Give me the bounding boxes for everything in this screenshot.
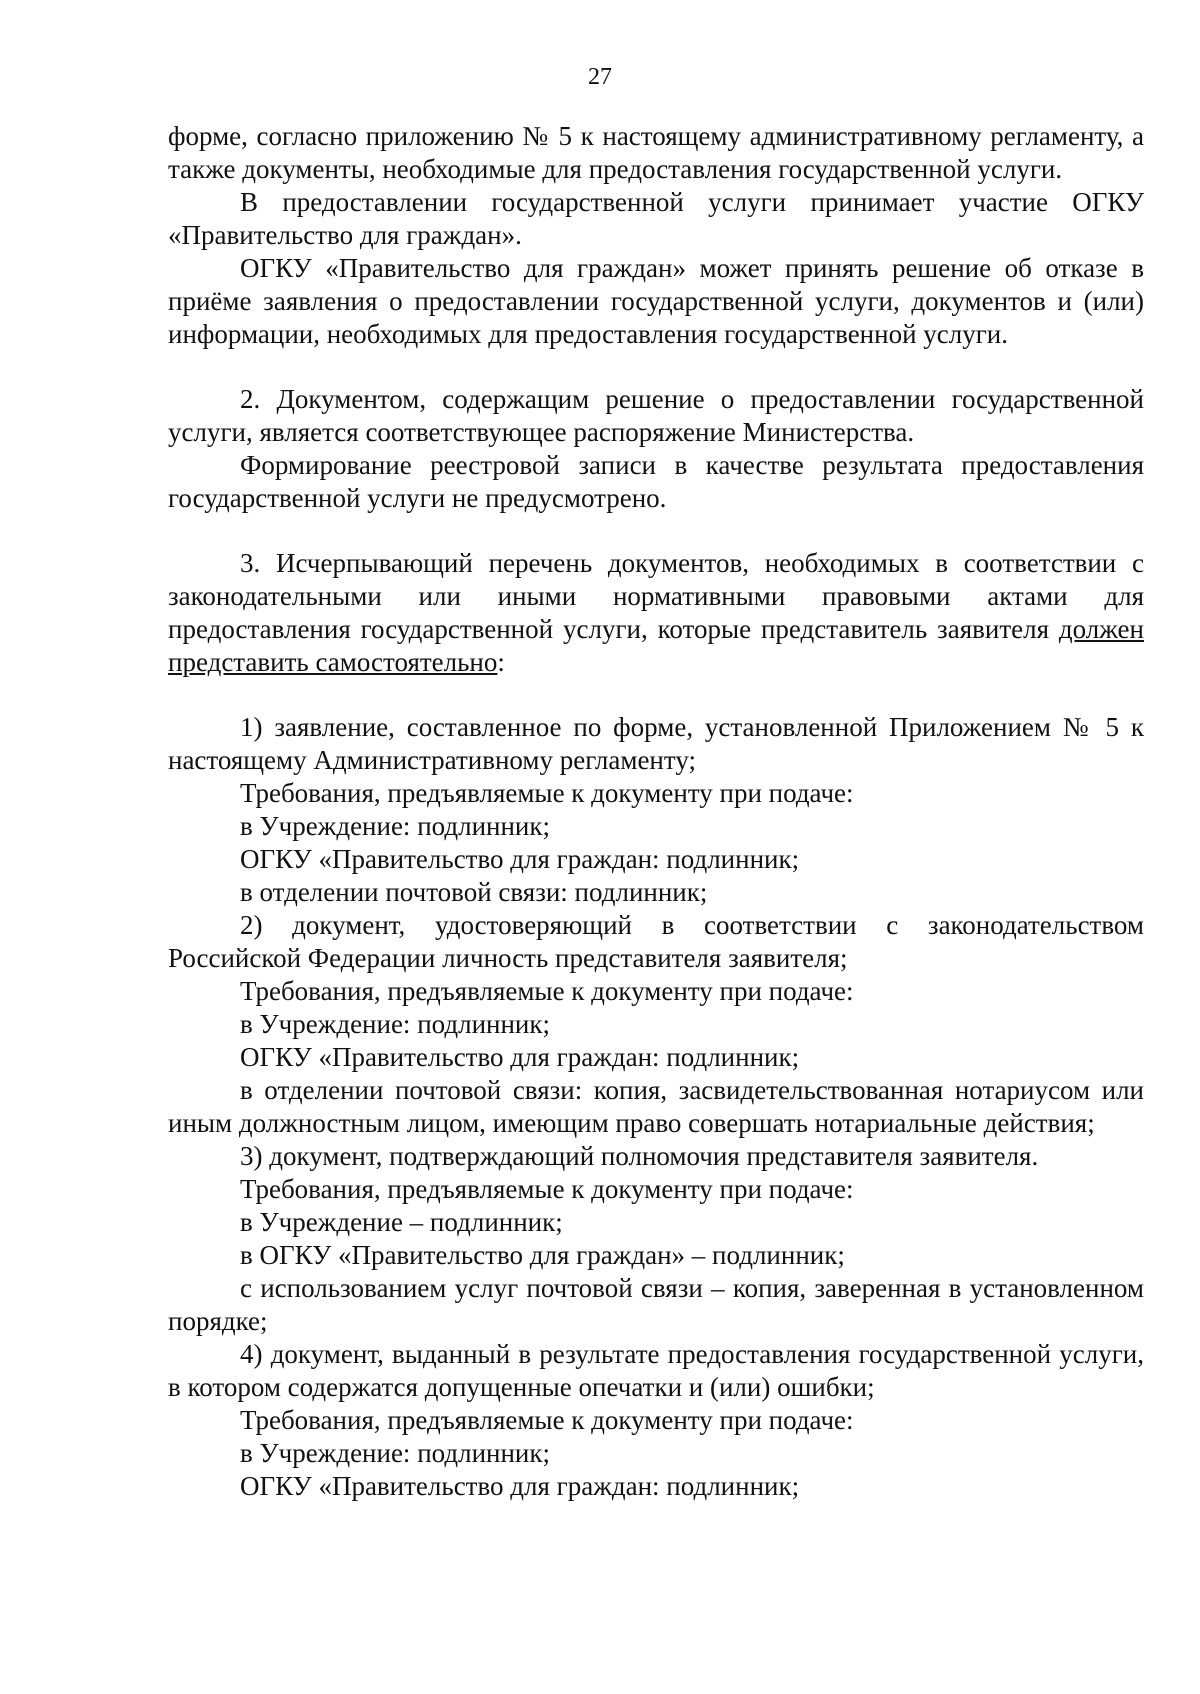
paragraph-item-3: [168, 547, 1144, 679]
paragraph-item-3-tail: :: [497, 647, 505, 677]
requirement-line: в Учреждение: подлинник;: [240, 1009, 550, 1039]
requirements-heading: Требования, предъявляемые к документу при подаче:: [240, 1405, 854, 1435]
paragraph-continuation: форме, согласно приложению № 5 к настоящему административному регламенту, а также документы, необходимые для предоставления государственной услуги.: [168, 121, 1144, 184]
paragraph-item-3-text: 3. Исчерпывающий перечень документов, необходимых в соответствии с законодательными или иными нормативными правовыми актами для предоставления государственной услуги, которые представитель заявителя: [168, 548, 1144, 644]
paragraph-participation: В предоставлении государственной услуги принимает участие ОГКУ «Правительство для граждан».: [168, 187, 1144, 250]
document-body: [168, 120, 1144, 1503]
requirement-line: в Учреждение: подлинник;: [240, 811, 550, 841]
requirement-line: в отделении почтовой связи: подлинник;: [240, 877, 708, 907]
requirements-heading: Требования, предъявляемые к документу при подаче:: [240, 976, 854, 1006]
requirement-line: в ОГКУ «Правительство для граждан» – подлинник;: [240, 1240, 845, 1270]
requirement-line: с использованием услуг почтовой связи – копия, заверенная в установленном порядке;: [168, 1273, 1144, 1336]
page-number: 27: [588, 64, 612, 90]
requirements-heading: Требования, предъявляемые к документу при подаче:: [240, 778, 854, 808]
requirement-line: в Учреждение – подлинник;: [240, 1207, 563, 1237]
requirement-line: ОГКУ «Правительство для граждан: подлинник;: [240, 1471, 800, 1501]
paragraph-registry-record: Формирование реестровой записи в качестве результата предоставления государственной услуги не предусмотрено.: [168, 450, 1144, 513]
paragraph-refusal: ОГКУ «Правительство для граждан» может принять решение об отказе в приёме заявления о предоставлении государственной услуги, документов и (или) информации, необходимых для предоставления государственной услуги.: [168, 253, 1144, 349]
underlined-phrase: должен представить самостоятельно: [168, 614, 1144, 677]
requirements-heading: Требования, предъявляемые к документу при подаче:: [240, 1174, 854, 1204]
requirement-line: в Учреждение: подлинник;: [240, 1438, 550, 1468]
list-item-4: 4) документ, выданный в результате предоставления государственной услуги, в котором содержатся допущенные опечатки и (или) ошибки;: [168, 1339, 1144, 1402]
requirement-line: ОГКУ «Правительство для граждан: подлинник;: [240, 1042, 800, 1072]
list-item-3: 3) документ, подтверждающий полномочия представителя заявителя.: [240, 1141, 1039, 1171]
list-item-2: 2) документ, удостоверяющий в соответствии с законодательством Российской Федерации личность представителя заявителя;: [168, 910, 1144, 973]
requirement-line: ОГКУ «Правительство для граждан: подлинник;: [240, 844, 800, 874]
paragraph-item-2: 2. Документом, содержащим решение о предоставлении государственной услуги, является соответствующее распоряжение Министерства.: [168, 384, 1144, 447]
list-item-1: 1) заявление, составленное по форме, установленной Приложением № 5 к настоящему Административному регламенту;: [168, 712, 1144, 775]
requirement-line: в отделении почтовой связи: копия, засвидетельствованная нотариусом или иным должностным лицом, имеющим право совершать нотариальные действия;: [168, 1075, 1144, 1138]
